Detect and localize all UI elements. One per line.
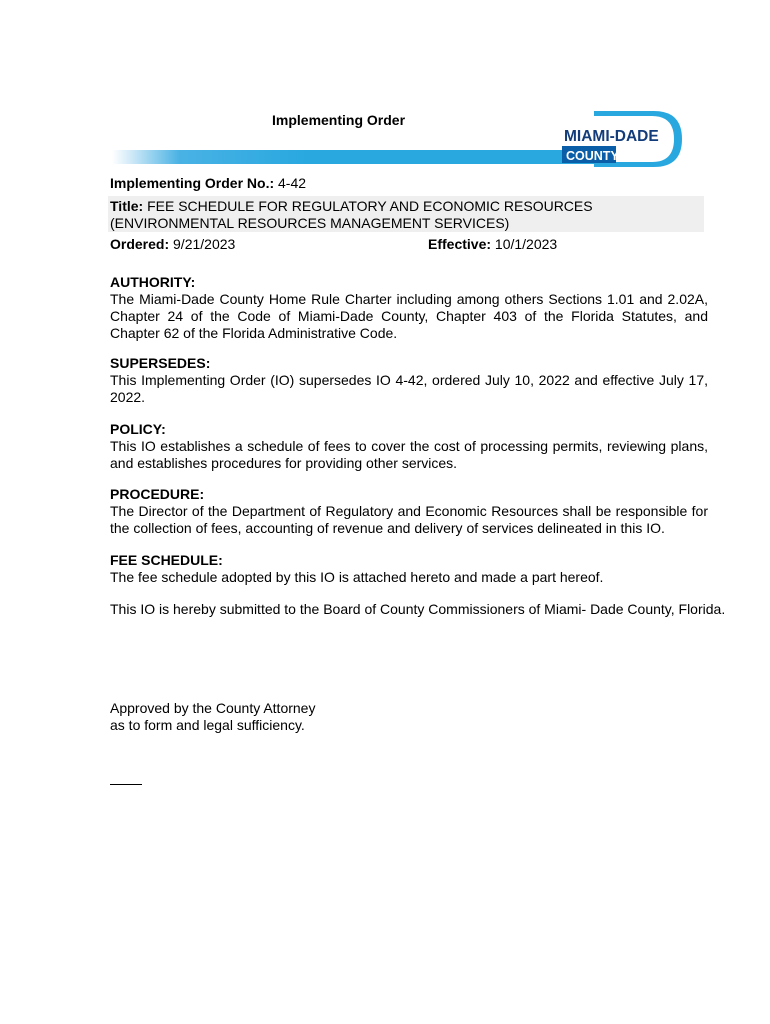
policy-body: This IO establishes a schedule of fees to cover the cost of processing permits, reviewing plans, and establishes procedures for providing other services. [110, 438, 708, 471]
logo-line1-text: MIAMI-DADE [564, 128, 659, 145]
procedure-body: The Director of the Department of Regulatory and Economic Resources shall be responsible for the collection of fees, accounting of revenue and delivery of services delineated in this IO. [110, 503, 708, 536]
ordered-value: 9/21/2023 [173, 236, 236, 252]
logo-line2-text: COUNTY [566, 149, 619, 163]
order-title-line1 [110, 198, 593, 215]
fee-schedule-heading: FEE SCHEDULE: [110, 552, 223, 568]
effective-label: Effective: [428, 236, 492, 252]
order-title-text-1: FEE SCHEDULE FOR REGULATORY AND ECONOMIC RESOURCES [147, 198, 593, 214]
fee-schedule-section [110, 552, 708, 586]
procedure-heading: PROCEDURE: [110, 486, 205, 502]
supersedes-body: This Implementing Order (IO) supersedes IO 4-42, ordered July 10, 2022 and effective July 17, 2022. [110, 372, 708, 405]
policy-section [110, 421, 708, 472]
authority-section [110, 274, 708, 342]
order-number-value: 4-42 [278, 175, 307, 191]
authority-heading: AUTHORITY: [110, 274, 196, 290]
approval-line2: as to form and legal sufficiency. [110, 717, 305, 733]
order-number-line [110, 175, 306, 192]
supersedes-section [110, 355, 708, 406]
authority-body: The Miami-Dade County Home Rule Charter including among others Sections 1.01 and 2.02A, Chapter 24 of the Code of Miami-Dade County, Chapter 403 of the Florida Statutes, and Chapter 62 of the Florida Administrative Code. [110, 291, 708, 341]
ordered-label: Ordered: [110, 236, 170, 252]
order-title-line2: (ENVIRONMENTAL RESOURCES MANAGEMENT SERVICES) [110, 215, 510, 231]
header-gradient-bar [112, 150, 594, 164]
submission-statement: This IO is hereby submitted to the Board of County Commissioners of Miami- Dade County, Florida. [110, 601, 726, 617]
policy-heading: POLICY: [110, 421, 166, 437]
effective-date-line [428, 236, 557, 253]
signature-line [110, 784, 142, 785]
fee-schedule-body: The fee schedule adopted by this IO is attached hereto and made a part hereof. [110, 569, 604, 585]
document-header-title: Implementing Order [272, 112, 406, 128]
effective-value: 10/1/2023 [494, 236, 558, 252]
procedure-section [110, 486, 708, 537]
supersedes-heading: SUPERSEDES: [110, 355, 211, 371]
order-number-label: Implementing Order No.: [110, 175, 275, 191]
order-title-label: Title: [110, 198, 144, 214]
miami-dade-county-logo [560, 110, 684, 168]
approval-line1: Approved by the County Attorney [110, 700, 316, 716]
ordered-date-line [110, 236, 235, 253]
